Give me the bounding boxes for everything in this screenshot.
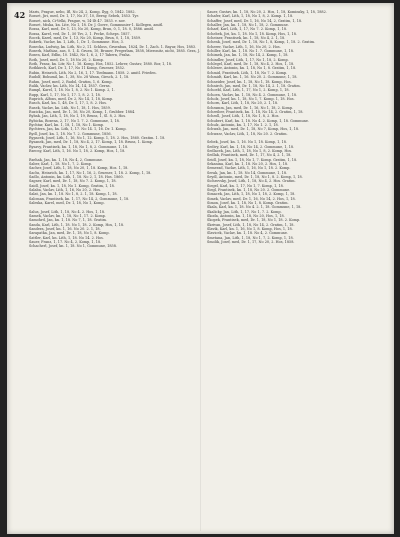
directory-entry: Smetana, Jan, Lith, 1, 18, No 1, 7, 2. Komp, 1, 18. bbox=[207, 235, 294, 240]
directory-entry: Schorn, Karl, Lith, 1, 18, No 20, 2. 1, 18. bbox=[207, 101, 279, 106]
directory-entry: Schaffer, Josef, med, Dr. 1, 16, No 14, 2, Gratim, 1, 18. bbox=[207, 18, 303, 23]
directory-entry: Saber, Karl, 1, 18. No 1, 7, 2. Komp. bbox=[29, 161, 92, 166]
directory-entry: Rusek, Vaclav, kn. Ltih, No 1, 18, 1. Hos, 1859. bbox=[29, 105, 111, 110]
directory-entry: Schroll, Josef, Lith, 1, 18, No 1, 8, 2. Hos. bbox=[207, 114, 280, 119]
directory-entry: Salus, Josef, Lith, 1, 18, No 4. 2. Hos, 1, 18. bbox=[29, 209, 106, 214]
directory-entry: Simacek, Jan, Lith, 1, 18, No 1, 18, 2. Komp, 1, 18. bbox=[207, 192, 296, 197]
directory-entry: Schaller, Jan, kn. 1, 18, No 1, 18, 2. Gommune. bbox=[207, 23, 289, 28]
directory-entry: Sauer, Gustav, kn. 1, 18, No 20, 2. Hos, 1, 18, Kominsky, 1, 18, 1882. bbox=[207, 10, 327, 14]
directory-entry: Rozsa, Karel, ved, Dr. 1, 50 Tsv, 2, 1. Pecke, Scheps. 1857. bbox=[29, 31, 131, 36]
directory-entry: Serak, Jan, kn. 1, 18. No 14, Gommune, 1, 18. bbox=[207, 170, 288, 175]
directory-entry: Sachs, Heinrich, kn. 1, 17, No 1, 16, 2, Gruener, 1, 18. 2. Komp, 1, 18. bbox=[29, 170, 152, 175]
directory-page bbox=[7, 3, 394, 534]
right-column bbox=[207, 10, 386, 245]
directory-entry: Ruzicka, Jan, med, Dr. 1, 16, No 20, Komp, 1, Grubber. 1884. bbox=[29, 109, 136, 114]
directory-entry: Sekanina, Karl, kn. 1, 18. No 20, 2. Hos, 1, 18. bbox=[207, 161, 289, 166]
directory-entry: Rulik, Vaclav, kn. Lith, No 14, 14, 1857. Gerns. bbox=[29, 83, 111, 88]
directory-entry: Seidl, Josef, kn. 1, 18, No 1, 7. Komp. Gratim, 1, 18. bbox=[207, 157, 298, 162]
directory-entry: Salaba, Vaclav, Lith, 1, 16, No 20, 2. Hos. bbox=[29, 188, 102, 193]
directory-entry: Rosen, Karl, Edlin, 10. 1842, No 1, 6, 2, 17 Tabern, Praha. bbox=[29, 53, 131, 58]
directory-entry: Rothkirch, Karl, Dr. 1, 17, No 11 Komp, Gruener, 1852. bbox=[29, 66, 126, 71]
directory-entry: Schneider, Josef, kn. 1, 18, No 1, 18. Komp, Hos. bbox=[207, 79, 292, 84]
directory-entry: Sebek, Josef, kn. 1, 16. No 1, 18. Komp, 1, 18. bbox=[207, 140, 288, 145]
directory-entry: Schafer, Karl, Lith, 1, 18, No 1, 8, 2. Komp. 1, 18. bbox=[207, 14, 294, 19]
directory-entry: Rybicka, Bozena, 2, 17, No 1. 7. 2. Gommune, 1, 18. bbox=[29, 118, 120, 123]
directory-entry: Sandera, Josef, kn. 1, 16. No 20. 2. 1, 18. bbox=[29, 227, 101, 232]
directory-entry: Skoda, Antonin, kn. 1, 18, No 20, Hos, 1, 18. bbox=[207, 214, 285, 219]
directory-entry: Rychtar, Karl, kn. 1, 18, 1, 18, No 1. Komp. bbox=[29, 122, 105, 127]
directory-entry: Scholz, Josef, kn. 1, 18, No 1, 7. Komp. 1, 18. Hos. bbox=[207, 96, 295, 101]
directory-entry: Salat, Jan, kn. 1, 18. No 1, 8, 2. 1, 18. Komp, 1, 18. bbox=[29, 192, 118, 197]
directory-entry: Sedlacek, Jan, Lith, 1, 18, No 1, 8, 2. Komp, Hos. bbox=[207, 148, 293, 153]
directory-entry: Sedivy, Karl, kn. 1, 18, No 14, 2. Gommune, 1, 18. bbox=[207, 144, 295, 149]
directory-entry: Sauer, Franz, 1, 17. No 4, 2, Komp, 1, 18. bbox=[29, 240, 102, 245]
directory-entry: Roth, Josef, med, Dr. 1, 18 No 20, 2. Komp. bbox=[29, 57, 104, 62]
directory-entry: Rypacek, Josef, Lith, 1, 16, No 1, 12. Komp. 1, 18. 2. Hos, 1860. Gratim. 1. 18. bbox=[29, 135, 166, 140]
directory-entry: Saidl, Josef, kn. 1, 18, No 1. Komp, Gratim, 1, 18. bbox=[29, 183, 115, 188]
directory-entry: Schubert, Karl, kn. 1, 18. No 4. 2. Komp, 1, 18. Gommune. bbox=[207, 118, 310, 123]
directory-entry: Salcman, Frantisek, kn. 1, 17, No 14, 2, Gommune, 1, 18. bbox=[29, 196, 130, 201]
directory-entry: Rozsa, Karl, med, Dr. 1, 13, No 20, Komp, Brun, 0, 1, 18. 0, 1886. amitl. bbox=[29, 27, 155, 32]
directory-entry: Schebek, Jiri, kn. 1, 18. No 1, 18. Komp, Hos, 1, 18. bbox=[207, 31, 297, 36]
directory-entry: Schoebl, Karl, Lith, 1, 17, No 1, 2. Komp, 1, 18. bbox=[207, 88, 290, 93]
directory-entry: Schiller, Karl, kn. 1, 18. No 1. 7. Gommune, 1, 18. bbox=[207, 49, 294, 54]
directory-entry: Rosecka, Ludwig, kn. Lith, No 2, 11. Schloss, Gruenbau, 1824, Dr. 1, Zach. 1. Bayur, Hos, 1883. bbox=[29, 44, 197, 49]
directory-entry: Schnirch, Jan, med, Dr. 1, 18, No 14, 2. 1, 18. Gratim. bbox=[207, 83, 301, 88]
directory-entry: Saleska, Karel, med, Dr. 1, 18, No 1, Komp. bbox=[29, 201, 105, 206]
directory-entry: Simon, Josef, kn. 1, 18, No 1, 8, Komp. Gratim. bbox=[207, 201, 289, 206]
directory-entry: Schleser, Antonin, kn. 1, 18, No 1, 8. Gratim, 1, 18. bbox=[207, 66, 297, 71]
directory-entry: Sichrovsky, Josef, Lith, 1, 18, No 4, 2. Hos. Gratim. bbox=[207, 179, 296, 184]
directory-entry: Sedlak, Frantisek, med, Dr. 1, 17, No 4, 2. 1, 18. bbox=[207, 153, 292, 158]
directory-entry: Rzehak, Jan, kn. 1, 18, No 4, 2, Gommune. bbox=[29, 157, 104, 162]
left-column bbox=[29, 10, 208, 249]
directory-entry: Siegl, Frantisek, kn. 1, 18, No 20. 2. Gommune. bbox=[207, 188, 291, 193]
directory-entry: Sacher, Josef, Lith, 1, 18, No 20, 1, 18. Komp, Hos. 1, 18. bbox=[29, 166, 129, 171]
directory-entry: Rudolf, Bohumil, kn. 1, 38, No. 28 Wann, Giesch, 2. 1, 18. bbox=[29, 75, 130, 80]
directory-entry: Rosset, Miska, kn. Lite, No 1, 18. Dr. J. Gorre, Gommunier-1. Kollegen, amitl. bbox=[29, 23, 164, 28]
directory-entry: Siegel, Karl, kn. 1, 17, No 1, 7. Komp, 1, 18. bbox=[207, 183, 284, 188]
directory-entry: Rupp, Karl, 1, 17, No 1, 17. 1, 8. 2. 1, 18. bbox=[29, 92, 101, 97]
directory-entry: Rysavy, Frantisek, kn. 1, 18, No 1, 8, 2. Gommune, 1, 18. bbox=[29, 144, 129, 149]
directory-entry: Skala, Karl, kn. 1, 18. No 4. 2. 1, 18. Gommune, 1, 18. bbox=[207, 205, 302, 210]
directory-entry: Smolik, Josef, med, Dr. 1, 17, No 20, 2. Hos, 1858. bbox=[207, 240, 295, 245]
directory-entry: Rybak, Jan, Lith, 1, 18, No 1, 19, Bruns, 1, Sl. 8, 2. Hos. bbox=[29, 114, 127, 119]
directory-entry: Simek, Vaclav, med, Dr. 1, 16, No 14, 2. Hos, 1, 18. bbox=[207, 196, 296, 201]
page-number: 42 bbox=[14, 10, 26, 20]
directory-entry: Slavicek, Vaclav, kn. 1, 18. No 4, 2. Gommune. bbox=[207, 231, 288, 236]
directory-entry: Schreiber, Frantisek, kn. 1, 18, No 14, 2. Gratim, 1, 18. bbox=[207, 109, 304, 114]
directory-entry: Schmid, Frantisek, Lith, 1, 18, No 7. 2. Komp. bbox=[207, 70, 288, 75]
directory-entry: Schwarz, Vaclav, Lith, 1, 18, No 20. 2. Gratim. bbox=[207, 131, 288, 136]
directory-entry: Sadlo, Antonin, kn. Lith, 1, 18. No 2, 1, 18. Hos. 1860. bbox=[29, 175, 124, 180]
directory-entry: Rysanek, Jan, med, Dr. 1, 18, No 4, 2, 17. Komp, 1, 18. Bruns, 1. Komp. bbox=[29, 140, 154, 145]
directory-entry: Schramm, Jan, med, Dr. 1, 16, No 1, 18, 2. Komp. bbox=[207, 105, 294, 110]
directory-entry: Roth, Franz, kn. Litr, No 1, 16. Komp, Hos, 1852. Lehrer, Gustav, 1880. Bor, 1, 18. bbox=[29, 62, 173, 67]
directory-entry: Semerad, Vaclav, Lith, 1, 16, No 1, 18. 2. Komp. bbox=[207, 166, 291, 171]
directory-entry: Skrivan, Josef, Lith, 1, 18, No 14, 2. Gratim, 1, 18. bbox=[207, 222, 295, 227]
directory-entry: Scheiner, Frantisek, kn. 1, 18, No 4, 2. 1, 18. bbox=[207, 36, 286, 41]
directory-entry: Skopek, Frantisek, med, Dr. 1, 18, No 1, 18. 2. Komp. bbox=[207, 218, 301, 223]
directory-entry: Schimek, Jan, kn. 1, 18, No 14, 2. Komp, 1, 18. bbox=[207, 53, 289, 58]
directory-entry: Rubin, Heinrich, Lith, No 2, 16, 1, 17. Tiedmann. 1858. 2. amitl. Frieden. bbox=[29, 70, 157, 75]
directory-entry: Samohrd, Jan, kn. 1, 18. No 7, 1, 18. Gratim. bbox=[29, 218, 107, 223]
directory-entry: Roserk, Mathias, aus, 0. 1, 4. Gruen, 10, Bruner, Pregerlam, 1858, Mieronitz, nicht, 1885. Gera, J. bbox=[29, 49, 200, 54]
directory-entry: Rosset, nick, Ci-Velki, Prague, w, 14-Ilt 47. 1853. v. nov. bbox=[29, 18, 126, 23]
directory-entry: Schmidt, Karl, kn. 1, 16. No 20. 2. Gommune, 1, 18. bbox=[207, 75, 298, 80]
directory-entry: Sanda, Karl, Lith, 1, 18. No 1, 18. 2. Komp, Hos, 1, 18. bbox=[29, 222, 125, 227]
directory-entry: Schwab, Jan, med, Dr. 1, 18, No 7, Komp, Hos, 1, 18. bbox=[207, 127, 300, 132]
directory-entry: Rzecny, Karl, Lith, 1, 16. No 1, 18, 2. Komp, Hos, 1, 18. bbox=[29, 149, 126, 153]
directory-entry: Schoen, Vaclav, kn. 1, 18, No 4. 2. Gommune, 1, 18. bbox=[207, 92, 298, 97]
directory-entry: Sagner, Karl, med, Dr. 1, 18, No 7. 2. Komp, 1, 18. bbox=[29, 179, 117, 184]
directory-entry: Schacherl, Josef, kn. 1, 18. No 1, Gommune, 1858. bbox=[29, 244, 118, 249]
directory-entry: Schindler, Josef, Lith, 1, 17, No 1, 18, 2. Komp. bbox=[207, 57, 289, 62]
directory-entry: Schlegel, Karl, med, Dr. 1, 18, No 4, 2. Hos, 1, 18. bbox=[207, 62, 295, 67]
directory-entry: Maris, Prague, nebo, Ifl, No 24, 2, Komp, Ilyg, 0, 1842. 1882. bbox=[29, 10, 136, 14]
directory-entry: Scharf, Karl, Lith, 1, 17, No 7. 2. Komp, 1, 18. bbox=[207, 27, 288, 32]
directory-entry: Rocek, Karel, med, Dr. 1, 13, No 20, Komp, Brun, 0, 1, 18, 1859. bbox=[29, 36, 142, 41]
directory-entry: Rosset, Jiri, med, Dr. 1, 17, No 37, 10, Berny, Sebek, 1853. Tyr. bbox=[29, 14, 139, 19]
directory-entry: Seydl, Antonin, med, Dr. 1, 18, No 1, 8. 2. Komp, 1, 18. bbox=[207, 175, 303, 180]
directory-entry: Rychtera, Jan, kn. Lith, 1, 17. No 14. 1, 16. Dr. 1. Komp. bbox=[29, 127, 127, 132]
directory-entry: Rusch, Karl, kn. 1, 48, Dr. 1, 17, 1, 8. 2. Hos. bbox=[29, 101, 108, 106]
directory-entry: Ruprich, Alfons, med, Dr. 2, No 14, 1, 18, Komp. bbox=[29, 96, 114, 101]
directory-entry: Schulz, Antonin, kn. 1, 17, No 1. 2. 1, 18. bbox=[207, 122, 279, 127]
directory-entry: Rydl, Josef, kn. 1, 18. No 7. 2. Gommune, 1856. bbox=[29, 131, 112, 136]
directory-entry: Skalicky, Jan, Lith, 1, 17, No 1, 7. 2. Komp. bbox=[207, 209, 282, 214]
directory-entry: Sattler, Karl, kn. Lith, 1, 18. No 14. 2. Hos. bbox=[29, 235, 104, 240]
directory-entry: Slavik, Karl, kn. 1, 16, No 1, 8. Komp, Hos, 1, 18. bbox=[207, 227, 293, 232]
directory-entry: Rokrek, Vaclav, kn. 1, Lith, 1, Dr. 1, Gommune. Hos, 3. bbox=[29, 40, 124, 45]
directory-entry: Sarapatka, Jan, med, Dr. 1, 18, No 1, 8. Komp. bbox=[29, 231, 110, 236]
directory-entry: Ruhm, Josef, med, 2, Rudol, Gratim, 1, 6. Komp. bbox=[29, 79, 113, 84]
directory-entry: Schenk, Josef, med, Dr. 1, 18, No 1, 8, Komp, 1, 18. 2. Gratim. bbox=[207, 40, 316, 45]
directory-entry: Rumpl, Karel, 1, 18. No 1, 8, 2. No 1. Komp. 2, 1. bbox=[29, 88, 115, 93]
directory-entry: Scherer, Vaclav, Lith, 1, 16, No 20, 2. Hos. bbox=[207, 44, 281, 49]
directory-entry: Samek, Vaclav, kn. 1, 18, No 1, 17. 2. Komp. bbox=[29, 214, 106, 219]
